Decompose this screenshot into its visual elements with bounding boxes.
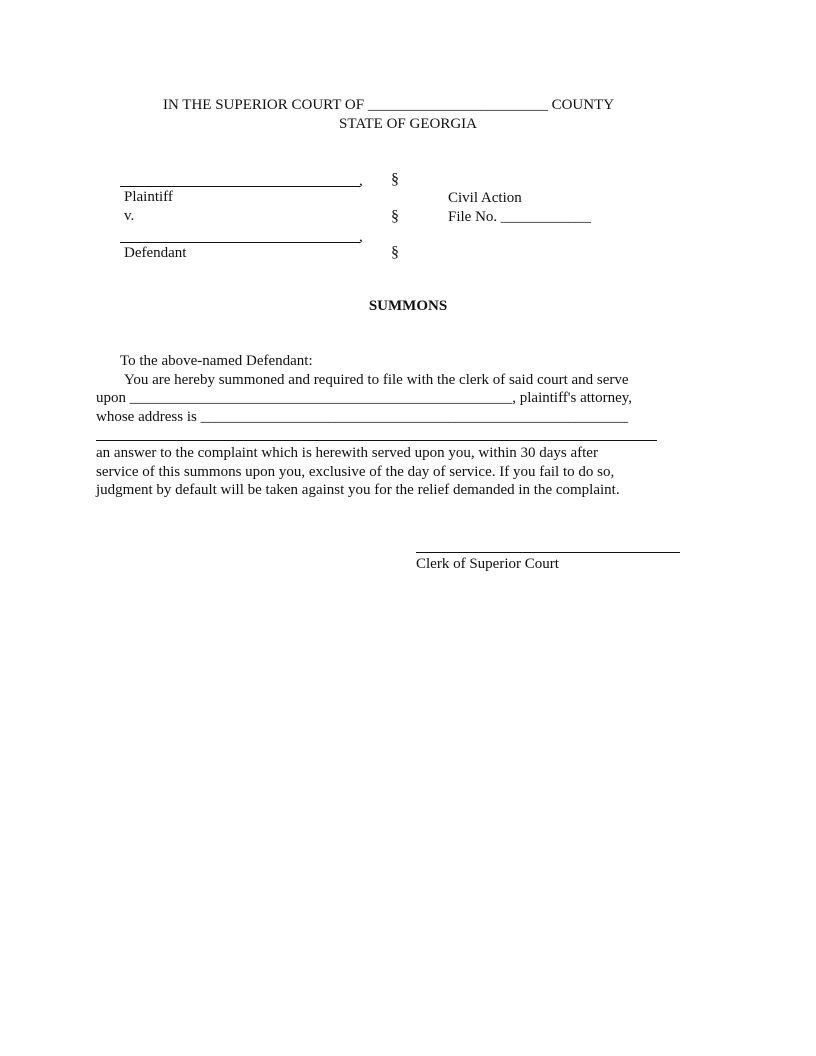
plaintiff-name-line: [120, 186, 360, 187]
document-title: SUMMONS: [368, 298, 448, 314]
state-heading: STATE OF GEORGIA: [339, 116, 477, 132]
civil-action-label: Civil Action: [448, 190, 522, 206]
body-line-6: service of this summons upon you, exclusive of the day of service. If you fail to do so,: [96, 464, 615, 480]
body-line-7: judgment by default will be taken against you for the relief demanded in the complaint.: [96, 482, 620, 498]
county-blank: ________________________: [367, 97, 548, 113]
section-symbol-3: §: [391, 244, 399, 261]
versus-label: v.: [124, 208, 135, 224]
body-line-5: an answer to the complaint which is herewith served upon you, within 30 days after: [96, 445, 598, 461]
court-prefix: IN THE SUPERIOR COURT OF: [163, 97, 365, 113]
body-line-2: upon ___________________________________________________, plaintiff's attorney,: [96, 390, 633, 406]
county-suffix: COUNTY: [551, 97, 615, 113]
court-heading-line: [163, 96, 614, 114]
clerk-label: Clerk of Superior Court: [416, 556, 559, 572]
section-symbol-2: §: [391, 208, 399, 225]
body-line-3: whose address is _________________________________________________________: [96, 409, 629, 425]
section-symbol-1: §: [391, 171, 399, 188]
address-continuation-line: [96, 440, 657, 441]
plaintiff-label: Plaintiff: [124, 189, 173, 205]
body-line-1: You are hereby summoned and required to file with the clerk of said court and serve: [124, 372, 629, 388]
defendant-label: Defendant: [124, 245, 187, 261]
salutation: To the above-named Defendant:: [120, 353, 313, 369]
plaintiff-comma: ,: [359, 173, 363, 189]
defendant-name-line: [120, 242, 360, 243]
defendant-comma: ,: [359, 229, 363, 245]
file-number-field: File No. ____________: [448, 209, 591, 225]
clerk-signature-line: [416, 552, 680, 553]
